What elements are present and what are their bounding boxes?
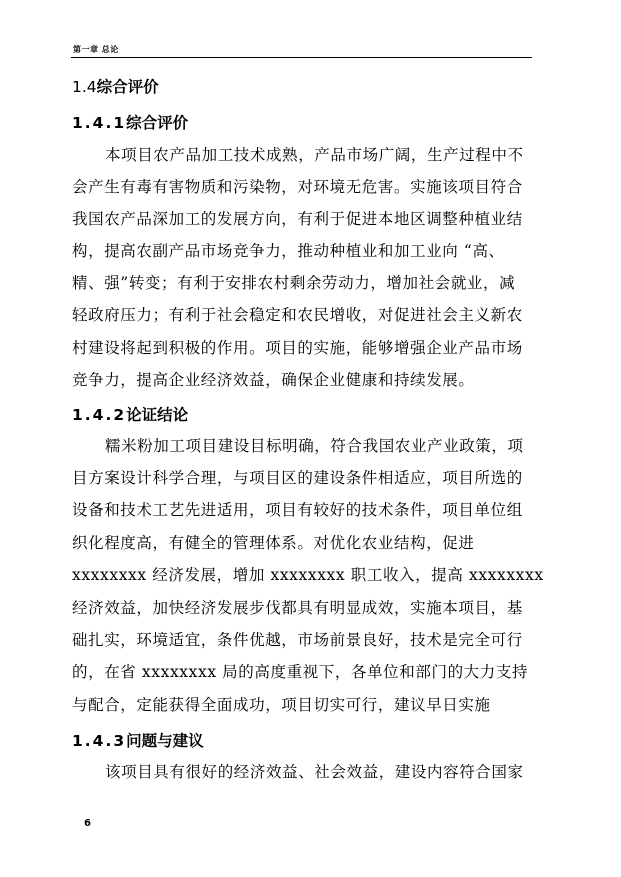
paragraph-line: 构，提高农副产品市场竞争力，推动种植业和加工业向 “高、 (72, 242, 505, 260)
section-number: 1.4 (72, 78, 97, 96)
section-heading (72, 75, 159, 97)
subsection-title: 论证结论 (126, 406, 189, 424)
subsection-number: 1.4.3 (72, 732, 127, 750)
subsection-number: 1.4.2 (72, 406, 127, 424)
paragraph-line: 村建设将起到积极的作用。项目的实施，能够增强企业产品市场 (72, 339, 523, 357)
subsection-heading (72, 111, 188, 133)
paragraph-line: 会产生有毒有害物质和污染物，对环境无危害。实施该项目符合 (72, 178, 523, 196)
paragraph-line: 该项目具有很好的经济效益、社会效益，建设内容符合国家 (105, 763, 524, 781)
paragraph-line: 精、强”转变；有利于安排农村剩余劳动力，增加社会就业，减 (72, 274, 516, 292)
header-rule (71, 57, 532, 58)
subsection-heading (72, 729, 204, 751)
paragraph-line: 目方案设计科学合理，与项目区的建设条件相适应，项目所选的 (72, 469, 523, 487)
paragraph-line: 轻政府压力；有利于社会稳定和农民增收，对促进社会主义新农 (72, 306, 523, 324)
paragraph-line: 的，在省 xxxxxxxx 局的高度重视下，各单位和部门的大力支持 (72, 663, 529, 681)
paragraph-line: xxxxxxxx 经济发展，增加 xxxxxxxx 职工收入，提高 xxxxxxxx (72, 566, 544, 584)
paragraph-line: 糯米粉加工项目建设目标明确，符合我国农业产业政策，项 (105, 437, 524, 455)
page-number: 6 (84, 818, 91, 829)
subsection-title: 问题与建议 (126, 732, 204, 750)
subsection-number: 1.4.1 (72, 114, 127, 132)
paragraph-line: 与配合，定能获得全面成功，项目切实可行，建议早日实施 (72, 696, 491, 714)
paragraph-line: 本项目农产品加工技术成熟，产品市场广阔，生产过程中不 (105, 146, 524, 164)
running-head: 第一章 总论 (73, 45, 119, 54)
paragraph-line: 础扎实，环境适宜，条件优越，市场前景良好，技术是完全可行 (72, 631, 523, 649)
paragraph-line: 我国农产品深加工的发展方向，有利于促进本地区调整种植业结 (72, 210, 523, 228)
paragraph-line: 竞争力，提高企业经济效益，确保企业健康和持续发展。 (72, 371, 475, 389)
paragraph-line: 织化程度高，有健全的管理体系。对优化农业结构，促进 (72, 534, 475, 552)
paragraph-line: 设备和技术工艺先进适用，项目有较好的技术条件，项目单位组 (72, 501, 523, 519)
subsection-title: 综合评价 (126, 114, 189, 132)
subsection-heading (72, 403, 188, 425)
section-title: 综合评价 (96, 78, 159, 96)
paragraph-line: 经济效益，加快经济发展步伐都具有明显成效，实施本项目，基 (72, 599, 523, 617)
